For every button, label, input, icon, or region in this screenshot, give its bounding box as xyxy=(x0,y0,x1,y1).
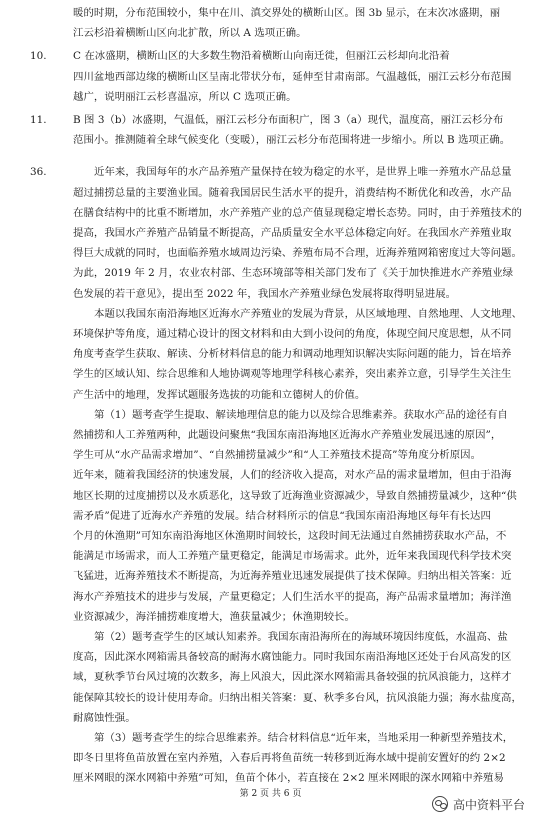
text-line: 需矛盾”促进了近海水产养殖的发展。结合材料所示的信息“我国东南沿海地区每年有长达四 xyxy=(73,509,491,522)
text-line: 为此，2019 年 2 月，农业农村部、生态环境部等相关部门发布了《关于加快推进水产养殖业绿 xyxy=(73,267,514,280)
text-line: 环境保护等角度，通过精心设计的图文材料和由大到小设问的角度，体现空间尺度思想，从不同 xyxy=(73,328,512,340)
text-line: 学生可从“水产品需求增加”、“自然捕捞量减少”和“人工养殖技术提高”等角度分析原因。 xyxy=(73,449,482,462)
text-line: 飞猛进，近海养殖技术不断提高，为近海养殖业迅速发展提供了技术保障。归纳出相关答案：近 xyxy=(73,570,512,583)
text-line: 色发展的若干意见》，提出至 2022 年，我国水产养殖业绿色发展将取得明显进展。 xyxy=(73,287,457,300)
text-line: 第（1）题考查学生提取、解读地理信息的能力以及综合思维素养。获取水产品的途径有自 xyxy=(94,408,508,421)
wechat-icon xyxy=(432,796,448,812)
text-line: 角度考查学生获取、解读、分析材料信息的能力和调动地理知识解决实际问题的能力，旨在培养 xyxy=(73,348,512,361)
text-line: 即冬日里将鱼苗放置在室内养殖，入春后再将鱼苗统一转移到近海水域中提前安置好的约 2×2 xyxy=(73,752,506,765)
text-line: 第（2）题考查学生的区域认知素养。我国东南沿海所在的海域环境因纬度低，水温高、盐 xyxy=(94,631,508,643)
text-line: 耐腐蚀性强。 xyxy=(73,711,136,724)
text-line: 厘米网眼的深水网箱中养殖”可知，鱼苗个体小，若直接在 2×2 厘米网眼的深水网箱中养殖易 xyxy=(73,772,504,785)
text-line: B 图 3（b）冰盛期，气温低，丽江云杉分布面积广，图 3（a）现代，温度高，丽江云杉分布 xyxy=(73,114,504,126)
item-number: 36. xyxy=(30,166,47,179)
text-line: 范围小。推测随着全球气候变化（变暖），丽江云杉分布范围将进一步缩小。所以 B 选项正确。 xyxy=(73,134,511,147)
text-line: 四川盆地西部边缘的横断山区呈南北带状分布，延伸至甘肃南部。气温越低，丽江云杉分布范围 xyxy=(73,70,512,83)
text-line: 提高，我国水产养殖产品销量不断提高，产品质量安全水平总体稳定向好。在我国水产养殖业取 xyxy=(73,227,512,239)
text-line: 业资源减少，海洋捕捞难度增大，渔获量减少；休渔期较长。 xyxy=(73,610,355,623)
text-line: 域，夏秋季节台风过境的次数多，海上风浪大，因此深水网箱需具备较强的抗风浪能力，这样才 xyxy=(73,671,512,684)
text-line: 越广，说明丽江云杉喜温凉，所以 C 选项正确。 xyxy=(73,90,297,103)
page-footer: 第 2 页 共 6 页 xyxy=(239,789,302,799)
text-line: C 在冰盛期，横断山区的大多数生物沿着横断山向南迁徙，但丽江云杉却向北沿着 xyxy=(73,50,450,63)
item-number: 11. xyxy=(30,114,47,126)
text-line: 度高，因此深水网箱需具备较高的耐海水腐蚀能力。同时我国东南沿海地区还处于台风高发的区 xyxy=(73,651,512,664)
text-line: 能保障其较长的设计使用寿命。归纳出相关答案：夏、秋季多台风，抗风浪能力强；海水盐度高， xyxy=(73,691,522,704)
text-line: 产生活中的地理，发挥试题服务选拔的功能和立德树人的价值。 xyxy=(73,388,366,401)
text-line: 学生的区域认知、综合思维和人地协调观等地理学科核心素养，突出素养立意，引导学生关注生 xyxy=(73,368,512,381)
item-number: 10. xyxy=(30,50,47,63)
text-line: 本题以我国东南沿海地区近海水产养殖业的发展为背景，从区域地理、自然地理、人文地理、 xyxy=(94,307,523,320)
watermark xyxy=(432,794,525,814)
text-line: 在膳食结构中的比重不断增加，水产养殖产业的总产值显现稳定增长态势。同时，由于养殖技术的 xyxy=(73,206,522,219)
text-line: 然捕捞和人工养殖两种，此题设问聚焦“我国东南沿海地区近海水产养殖业发展迅速的原因”， xyxy=(73,429,502,441)
text-line: 能满足市场需求，而人工养殖产量更稳定，能满足市场需求。此外，近年来我国现代科学技术突 xyxy=(73,550,512,563)
text-line: 近年来，我国每年的水产品养殖产量保持在较为稳定的水平，是世界上唯一养殖水产品总量 xyxy=(94,166,512,179)
text-line: 暖的时期，分布范围较小，集中在川、滇交界处的横断山区。图 3b 显示，在末次冰盛期，丽 xyxy=(73,7,501,19)
text-line: 个月的休渔期”可知东南沿海地区休渔期时间较长，这段时间无法通过自然捕捞获取水产品，不 xyxy=(73,530,507,542)
text-line: 超过捕捞总量的主要渔业国。随着我国居民生活水平的提升，消费结构不断优化和改善，水产品 xyxy=(73,186,512,199)
text-line: 海水产养殖技术的进步与发展，产量更稳定；人们生活水平的提高，海产品需求量增加；海洋渔 xyxy=(73,590,512,603)
text-line: 地区长期的过度捕捞以及水质恶化，这导致了近海渔业资源减少，导致自然捕捞量减少，这种“供 xyxy=(73,489,517,502)
watermark-text: 高中资料平台 xyxy=(453,797,526,812)
text-line: 得巨大成就的同时，也面临养殖水域周边污染、养殖布局不合理，近海养殖网箱密度过大等问题。 xyxy=(73,247,522,260)
text-line: 第（3）题考查学生的综合思维素养。结合材料信息“近年来，当地采用一种新型养殖技术， xyxy=(94,732,514,744)
text-line: 江云杉沿着横断山区向北扩散，所以 A 选项正确。 xyxy=(73,27,307,40)
text-line: 近年来，随着我国经济的快速发展，人们的经济收入提高，对水产品的需求量增加，但由于沿海 xyxy=(73,469,512,482)
